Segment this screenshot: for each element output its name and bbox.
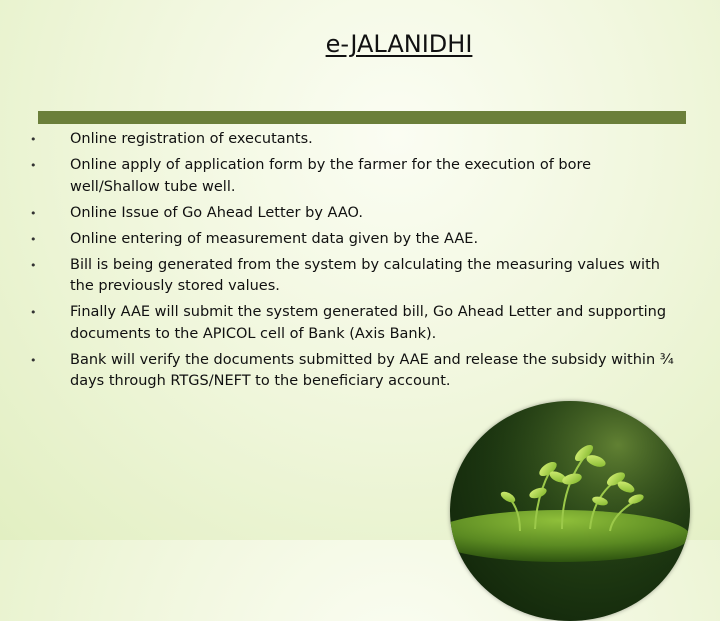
bullet-item [28,203,678,225]
bullet-item [28,350,678,393]
bullet-text: Finally AAE will submit the system generated bill, Go Ahead Letter and supporting documents to the APICOL cell of Bank (Axis Bank). [70,304,667,342]
title-divider [38,111,686,124]
bullet-item [28,155,678,198]
bullet-dot: • [30,133,37,146]
slide-title: e-JALANIDHI [325,30,473,58]
bullet-text: Online registration of executants. [70,131,313,147]
bullet-item [28,302,678,345]
bullet-dot: • [30,159,37,172]
bullet-list [28,129,678,397]
bullet-item [28,229,678,251]
bullet-dot: • [30,353,37,367]
bullet-text: Online Issue of Go Ahead Letter by AAO. [70,204,363,221]
bullet-dot: • [30,306,37,319]
bullet-item [28,129,678,151]
bullet-text: Online apply of application form by the farmer for the execution of bore well/Shallow tube well. [70,157,592,195]
bullet-dot: • [30,258,37,272]
bullet-dot: • [30,232,37,246]
bullet-text: Online entering of measurement data given by the AAE. [70,230,479,247]
bullet-item [28,255,678,298]
bullet-text: Bank will verify the documents submitted by AAE and release the subsidy within ¾ days through RTGS/NEFT to the beneficiary account. [70,351,674,389]
seedling-plants-icon [450,401,690,621]
bullet-dot: • [30,206,37,220]
bullet-text: Bill is being generated from the system by calculating the measuring values with the previously stored values. [70,256,660,294]
